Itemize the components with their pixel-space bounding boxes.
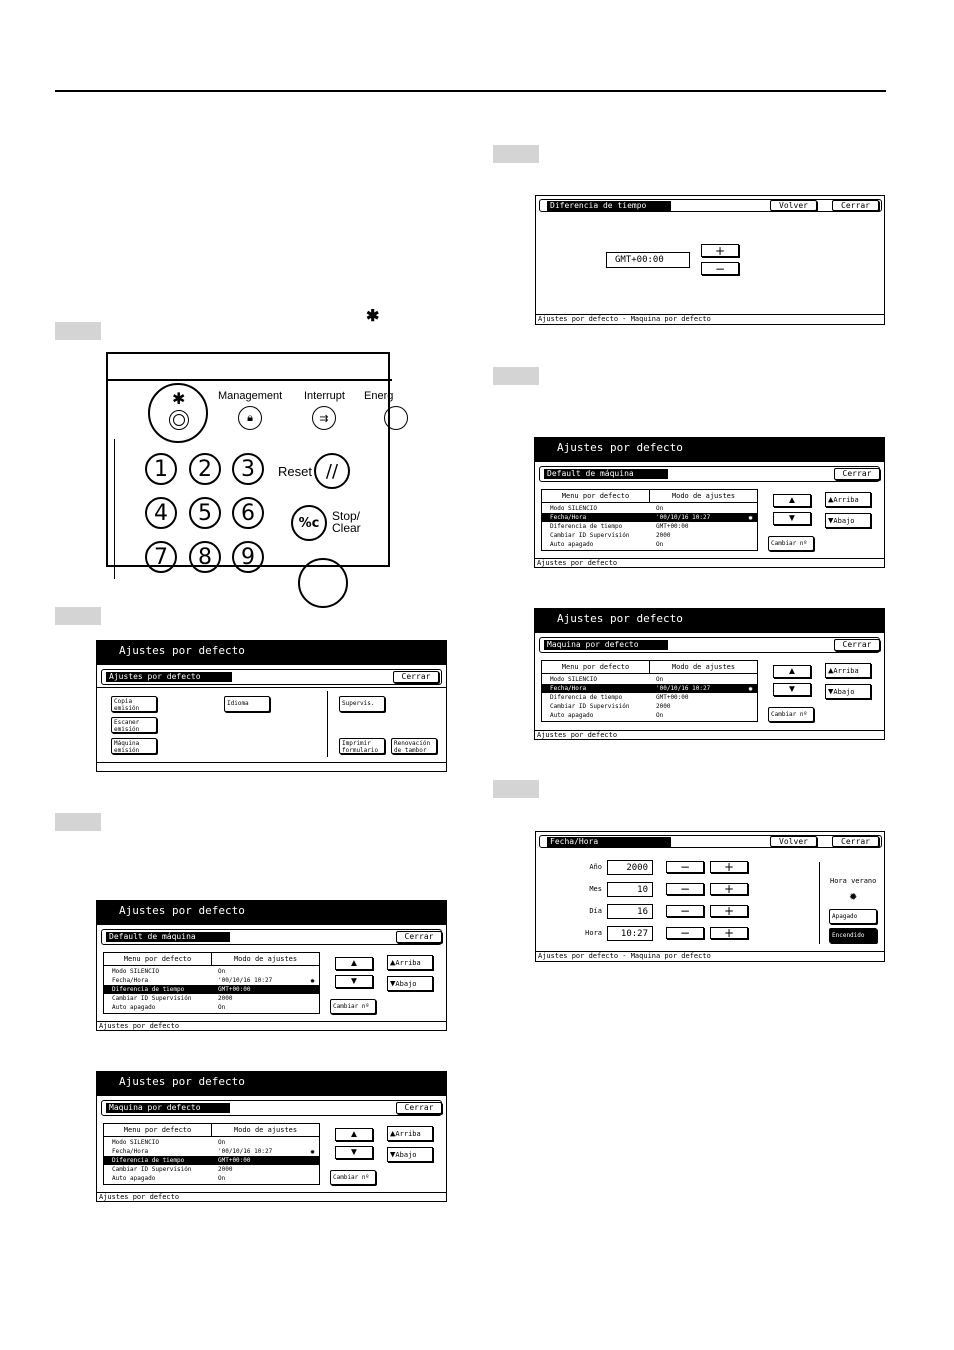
- sun-icon: ✹: [310, 976, 315, 985]
- key-3[interactable]: 3: [232, 453, 264, 485]
- increment-button[interactable]: +: [710, 927, 748, 939]
- key-2[interactable]: 2: [189, 453, 221, 485]
- screen-screen3: [96, 1071, 447, 1202]
- field-value: 10: [607, 882, 653, 897]
- print-form-button[interactable]: Imprimir formulario: [339, 738, 385, 754]
- move-down-label: Abajo: [395, 1150, 417, 1159]
- field-label: Año: [589, 863, 602, 871]
- sub-header: [101, 1100, 442, 1116]
- scroll-up-button[interactable]: [773, 665, 811, 678]
- row-name: Auto apagado: [112, 1004, 156, 1011]
- scroll-down-button[interactable]: [335, 975, 373, 988]
- down-arrow-icon: ▼: [787, 513, 797, 524]
- led-icon: [169, 410, 189, 430]
- table-row[interactable]: [104, 1147, 319, 1156]
- row-value: '00/10/16 10:27: [218, 1148, 273, 1155]
- supervision-button[interactable]: Supervis.: [339, 696, 385, 712]
- minus-button[interactable]: −: [701, 262, 739, 275]
- sub-header: [539, 637, 880, 653]
- reset-label: Reset: [278, 464, 312, 479]
- decrement-button[interactable]: −: [666, 905, 704, 917]
- row-name: Fecha/Hora: [112, 977, 149, 984]
- sub-header: [539, 466, 880, 482]
- screen-footer: Ajustes por defecto - Maquina por defecto: [536, 951, 884, 962]
- default-settings-key[interactable]: [148, 383, 208, 443]
- move-up-button[interactable]: [387, 1126, 433, 1141]
- change-number-button[interactable]: Cambiar nº: [768, 536, 814, 551]
- interrupt-icon: ⇉: [319, 411, 329, 425]
- screen-footer: Ajustes por defecto - Maquina por defecto: [536, 314, 884, 325]
- row-value: '00/10/16 10:27: [656, 514, 711, 521]
- scroll-down-button[interactable]: [773, 512, 811, 525]
- sub-title: Maquina por defecto: [544, 640, 668, 650]
- sub-title: Fecha/Hora: [547, 837, 671, 847]
- change-number-button[interactable]: Cambiar nº: [330, 999, 376, 1014]
- row-value: On: [218, 1175, 226, 1182]
- increment-button[interactable]: +: [710, 905, 748, 917]
- table-row[interactable]: [104, 1165, 319, 1174]
- scanner-emission-button[interactable]: Escaner emisión: [111, 717, 157, 733]
- table-row[interactable]: [104, 1174, 319, 1183]
- sub-header: [539, 835, 882, 848]
- language-button[interactable]: Idioma: [224, 696, 270, 712]
- row-name: Fecha/Hora: [550, 685, 587, 692]
- screen-footer: Ajustes por defecto: [97, 1021, 446, 1031]
- sub-title: Default de máquina: [106, 932, 230, 942]
- change-number-button[interactable]: Cambiar nº: [768, 707, 814, 722]
- move-up-label: Arriba: [833, 495, 859, 504]
- table-row[interactable]: [104, 1003, 319, 1012]
- column-header: Menu por defecto: [542, 661, 650, 673]
- top-rule: [55, 90, 886, 92]
- stop-clear-key[interactable]: [291, 505, 327, 541]
- up-arrow-icon: ▲: [349, 1129, 359, 1140]
- step-marker-3: [55, 813, 101, 831]
- settings-table: [103, 952, 320, 1014]
- up-arrow-icon: ▲: [787, 666, 797, 677]
- row-value: GMT+00:00: [218, 986, 251, 993]
- step-marker-5: [493, 367, 539, 385]
- asterisk-icon: ✱: [172, 389, 186, 408]
- table-row[interactable]: [104, 985, 319, 994]
- table-row[interactable]: [542, 693, 757, 702]
- up-arrow-icon: ▲: [828, 665, 834, 676]
- move-down-button[interactable]: [387, 976, 433, 991]
- row-name: Auto apagado: [112, 1175, 156, 1182]
- screen-title: Ajustes por defecto: [97, 641, 446, 665]
- screen-screen2: [96, 900, 447, 1031]
- sub-title: Default de máquina: [544, 469, 668, 479]
- start-key[interactable]: [298, 558, 348, 608]
- down-arrow-icon: ▼: [390, 1149, 396, 1160]
- control-panel: [106, 352, 394, 570]
- key-6[interactable]: 6: [232, 497, 264, 529]
- row-value: On: [218, 1139, 226, 1146]
- screen-footer: Ajustes por defecto: [535, 558, 884, 568]
- step-marker-6: [493, 780, 539, 798]
- screen-screen6: [534, 608, 885, 740]
- close-button[interactable]: Cerrar: [396, 931, 442, 943]
- scroll-down-button[interactable]: [335, 1146, 373, 1159]
- table-row[interactable]: [104, 994, 319, 1003]
- row-value: '00/10/16 10:27: [218, 977, 273, 984]
- sun-icon: ✹: [748, 513, 753, 522]
- up-arrow-icon: ▲: [390, 957, 396, 968]
- table-row[interactable]: [542, 711, 757, 720]
- row-value: GMT+00:00: [656, 694, 689, 701]
- column-header: Modo de ajustes: [233, 1126, 298, 1134]
- table-row[interactable]: [104, 967, 319, 976]
- field-value: 2000: [607, 860, 653, 875]
- row-name: Modo SILENCIO: [550, 505, 597, 512]
- row-name: Fecha/Hora: [550, 514, 587, 521]
- step-marker-2: [55, 607, 101, 625]
- close-button[interactable]: Cerrar: [393, 671, 439, 683]
- table-row[interactable]: [542, 513, 757, 522]
- row-value: On: [218, 1004, 226, 1011]
- down-arrow-icon: ▼: [349, 1147, 359, 1158]
- dst-off-button[interactable]: Apagado: [829, 909, 877, 924]
- down-arrow-icon: ▼: [349, 976, 359, 987]
- drum-renewal-button[interactable]: Renovación de tambor: [391, 738, 437, 754]
- asterisk-icon: ✱: [366, 308, 380, 325]
- sun-icon: ✹: [748, 684, 753, 693]
- move-up-button[interactable]: [825, 492, 871, 507]
- sub-title: Maquina por defecto: [106, 1103, 230, 1113]
- machine-emission-button[interactable]: Máquina emisión: [111, 738, 157, 754]
- row-name: Modo SILENCIO: [112, 968, 159, 975]
- sun-icon: ✹: [849, 892, 858, 903]
- down-arrow-icon: ▼: [828, 686, 834, 697]
- row-name: Modo SILENCIO: [550, 676, 597, 683]
- step-marker-4: [493, 145, 539, 163]
- column-header: Modo de ajustes: [671, 492, 736, 500]
- screen-screen5: [534, 437, 885, 568]
- sub-header: [101, 669, 442, 685]
- screen-footer: Ajustes por defecto: [535, 730, 884, 740]
- row-name: Cambiar ID Supervisión: [112, 1166, 192, 1173]
- table-row[interactable]: [104, 1138, 319, 1147]
- move-up-label: Arriba: [395, 1129, 421, 1138]
- energy-label: Energ: [364, 390, 394, 402]
- move-up-label: Arriba: [833, 666, 859, 675]
- key-9[interactable]: 9: [232, 541, 264, 573]
- row-name: Diferencia de tiempo: [112, 1157, 185, 1164]
- row-value: On: [218, 968, 226, 975]
- close-button[interactable]: Cerrar: [832, 836, 879, 847]
- scroll-up-button[interactable]: [773, 494, 811, 507]
- settings-table: [103, 1123, 320, 1185]
- step-marker-1: [55, 322, 101, 340]
- key-5[interactable]: 5: [189, 497, 221, 529]
- up-arrow-icon: ▲: [787, 495, 797, 506]
- close-button[interactable]: Cerrar: [396, 1102, 442, 1114]
- row-value: 2000: [656, 703, 671, 710]
- key-8[interactable]: 8: [189, 541, 221, 573]
- reset-key[interactable]: [314, 453, 350, 489]
- table-row[interactable]: [104, 1156, 319, 1165]
- close-button[interactable]: Cerrar: [834, 639, 880, 651]
- sub-title: Diferencia de tiempo: [547, 201, 671, 211]
- key-4[interactable]: 4: [145, 497, 177, 529]
- column-header: Modo de ajustes: [233, 955, 298, 963]
- row-name: Cambiar ID Supervisión: [112, 995, 192, 1002]
- field-value: 10:27: [607, 926, 653, 941]
- move-up-label: Arriba: [395, 958, 421, 967]
- sun-icon: ✹: [310, 1147, 315, 1156]
- table-row[interactable]: [542, 540, 757, 549]
- down-arrow-icon: ▼: [828, 515, 834, 526]
- decrement-button[interactable]: −: [666, 883, 704, 895]
- stop-clear-label: Stop/ Clear: [332, 509, 361, 535]
- key-7[interactable]: 7: [145, 541, 177, 573]
- row-value: GMT+00:00: [656, 523, 689, 530]
- move-down-button[interactable]: [825, 684, 871, 699]
- stop-clear-icon: %c: [298, 515, 320, 531]
- screen-default-settings: [96, 640, 447, 772]
- plus-button[interactable]: +: [701, 244, 739, 257]
- table-row[interactable]: [542, 684, 757, 693]
- up-arrow-icon: ▲: [390, 1128, 396, 1139]
- column-header: Menu por defecto: [542, 490, 650, 502]
- row-value: GMT+00:00: [218, 1157, 251, 1164]
- move-down-label: Abajo: [395, 979, 417, 988]
- field-label: Mes: [589, 885, 602, 893]
- row-value: On: [656, 505, 664, 512]
- table-row[interactable]: [104, 976, 319, 985]
- increment-button[interactable]: +: [710, 883, 748, 895]
- row-value: On: [656, 676, 664, 683]
- table-row[interactable]: [542, 522, 757, 531]
- decrement-button[interactable]: −: [666, 927, 704, 939]
- scroll-down-button[interactable]: [773, 683, 811, 696]
- up-arrow-icon: ▲: [828, 494, 834, 505]
- column-header: Modo de ajustes: [671, 663, 736, 671]
- screen-time-difference: [535, 195, 885, 325]
- lock-icon: 🔒︎: [247, 411, 253, 424]
- up-arrow-icon: ▲: [349, 958, 359, 969]
- row-name: Fecha/Hora: [112, 1148, 149, 1155]
- table-row[interactable]: [542, 504, 757, 513]
- decrement-button[interactable]: −: [666, 861, 704, 873]
- interrupt-key[interactable]: [312, 406, 336, 430]
- energy-key[interactable]: [384, 406, 408, 430]
- row-value: 2000: [218, 1166, 233, 1173]
- screen-title: Ajustes por defecto: [97, 1072, 446, 1096]
- move-up-button[interactable]: [387, 955, 433, 970]
- scroll-up-button[interactable]: [335, 1128, 373, 1141]
- close-button[interactable]: Cerrar: [834, 468, 880, 480]
- row-name: Diferencia de tiempo: [550, 523, 623, 530]
- move-up-button[interactable]: [825, 663, 871, 678]
- back-button[interactable]: Volver: [770, 200, 817, 211]
- scroll-up-button[interactable]: [335, 957, 373, 970]
- management-label: Management: [218, 390, 283, 402]
- row-value: 2000: [218, 995, 233, 1002]
- field-label: Día: [589, 907, 602, 915]
- screen-date-time: [535, 831, 885, 962]
- screen-title: Ajustes por defecto: [535, 438, 884, 462]
- back-button[interactable]: Volver: [770, 836, 817, 847]
- table-row[interactable]: [542, 702, 757, 711]
- row-value: On: [656, 541, 664, 548]
- row-name: Cambiar ID Supervisión: [550, 703, 630, 710]
- down-arrow-icon: ▼: [787, 684, 797, 695]
- sub-header: [101, 929, 442, 945]
- interrupt-label: Interrupt: [304, 390, 345, 402]
- row-name: Diferencia de tiempo: [112, 986, 185, 993]
- copy-emission-button[interactable]: Copia emisión: [111, 696, 157, 712]
- field-label: Hora: [585, 929, 602, 937]
- move-down-label: Abajo: [833, 687, 855, 696]
- settings-table: [541, 489, 758, 551]
- sub-header: [539, 199, 882, 212]
- row-value: '00/10/16 10:27: [656, 685, 711, 692]
- management-key[interactable]: [238, 406, 262, 430]
- key-1[interactable]: 1: [145, 453, 177, 485]
- increment-button[interactable]: +: [710, 861, 748, 873]
- close-button[interactable]: Cerrar: [832, 200, 879, 211]
- move-down-button[interactable]: [387, 1147, 433, 1162]
- sub-title: Ajustes por defecto: [106, 672, 232, 682]
- move-down-button[interactable]: [825, 513, 871, 528]
- table-row[interactable]: [542, 675, 757, 684]
- row-value: 2000: [656, 532, 671, 539]
- dst-label: Hora verano: [830, 877, 877, 885]
- row-value: On: [656, 712, 664, 719]
- row-name: Diferencia de tiempo: [550, 694, 623, 701]
- row-name: Auto apagado: [550, 541, 594, 548]
- settings-table: [541, 660, 758, 722]
- screen-title: Ajustes por defecto: [97, 901, 446, 925]
- table-row[interactable]: [542, 531, 757, 540]
- column-header: Menu por defecto: [104, 1124, 212, 1136]
- dst-on-button[interactable]: Encendido: [829, 928, 877, 943]
- column-header: Menu por defecto: [104, 953, 212, 965]
- row-name: Auto apagado: [550, 712, 594, 719]
- change-number-button[interactable]: Cambiar nº: [330, 1170, 376, 1185]
- row-name: Cambiar ID Supervisión: [550, 532, 630, 539]
- row-name: Modo SILENCIO: [112, 1139, 159, 1146]
- move-down-label: Abajo: [833, 516, 855, 525]
- field-value: 16: [607, 904, 653, 919]
- reset-icon: //: [325, 460, 339, 482]
- screen-title: Ajustes por defecto: [535, 609, 884, 633]
- screen-footer: Ajustes por defecto: [97, 1192, 446, 1202]
- down-arrow-icon: ▼: [390, 978, 396, 989]
- gmt-offset-field: GMT+00:00: [606, 252, 690, 268]
